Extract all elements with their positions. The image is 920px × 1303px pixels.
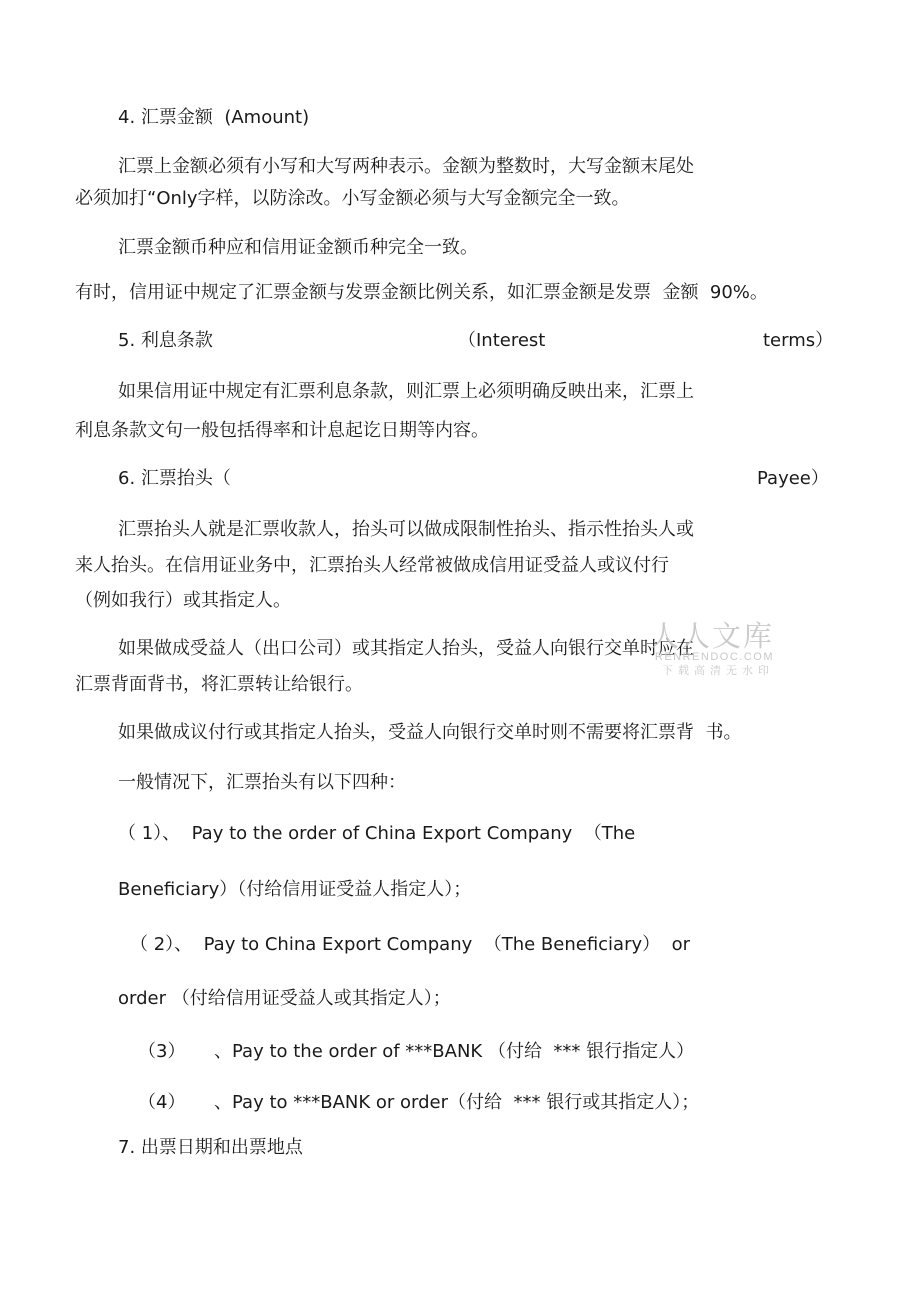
section-5-paragraph-line-1: 如果信用证中规定有汇票利息条款，则汇票上必须明确反映出来，汇票上 (118, 381, 694, 402)
section-4-paragraph-1-line-2: 必须加打“Only字样，以防涂改。小写金额必须与大写金额完全一致。 (75, 188, 630, 209)
payee-option-4-text: 、Pay to ***BANK or order（付给 *** 银行或其指定人）； (214, 1092, 700, 1113)
section-4-paragraph-3: 有时，信用证中规定了汇票金额与发票金额比例关系，如汇票金额是发票 金额 90%。 (75, 282, 768, 303)
payee-option-3-number: （3） (138, 1041, 186, 1062)
section-6-heading-payee: Payee） (757, 468, 829, 489)
payee-option-1-line-2: Beneficiary）（付给信用证受益人指定人）； (118, 879, 472, 900)
payee-option-2-line-1: （ 2）、 Pay to China Export Company （The Beneficiary） or (130, 934, 690, 955)
section-4-paragraph-1-line-1: 汇票上金额必须有小写和大写两种表示。金额为整数时，大写金额末尾处 (118, 156, 694, 177)
watermark-site: RENRENDOC.COM (654, 651, 774, 663)
section-6-paragraph-3: 如果做成议付行或其指定人抬头，受益人向银行交单时则不需要将汇票背 书。 (118, 722, 742, 743)
watermark-slogan: 下载高清无水印 (662, 664, 774, 678)
payee-option-1-line-1: （ 1）、 Pay to the order of China Export Company （The (118, 823, 636, 844)
section-5-heading-terms: terms） (763, 330, 834, 351)
section-6-paragraph-1-line-1: 汇票抬头人就是汇票收款人，抬头可以做成限制性抬头、指示性抬头人或 (118, 519, 694, 540)
section-7-heading: 7. 出票日期和出票地点 (118, 1137, 303, 1158)
payee-option-3-text: 、Pay to the order of ***BANK （付给 *** 银行指定人） (214, 1041, 695, 1062)
section-4-paragraph-2: 汇票金额币种应和信用证金额币种完全一致。 (118, 237, 478, 258)
section-6-paragraph-1-line-3: （例如我行）或其指定人。 (75, 590, 291, 611)
section-5-heading-number: 5. 利息条款 (118, 330, 213, 351)
section-6-paragraph-2-line-2: 汇票背面背书，将汇票转让给银行。 (75, 674, 363, 695)
section-4-heading: 4. 汇票金额 (Amount) (118, 107, 310, 128)
section-5-paragraph-line-2: 利息条款文句一般包括得率和计息起讫日期等内容。 (75, 420, 489, 441)
section-6-paragraph-4: 一般情况下，汇票抬头有以下四种： (118, 772, 406, 793)
section-5-heading-interest: （Interest (458, 330, 546, 351)
section-6-paragraph-2-line-1: 如果做成受益人（出口公司）或其指定人抬头，受益人向银行交单时应在 (118, 638, 694, 659)
watermark-title: 人人文库 (649, 619, 774, 653)
payee-option-4-number: （4） (138, 1092, 186, 1113)
payee-option-2-line-2: order （付给信用证受益人或其指定人）； (118, 988, 451, 1009)
section-6-paragraph-1-line-2: 来人抬头。在信用证业务中，汇票抬头人经常被做成信用证受益人或议付行 (75, 555, 669, 576)
section-6-heading-number: 6. 汇票抬头（ (118, 468, 231, 489)
watermark (644, 619, 774, 678)
